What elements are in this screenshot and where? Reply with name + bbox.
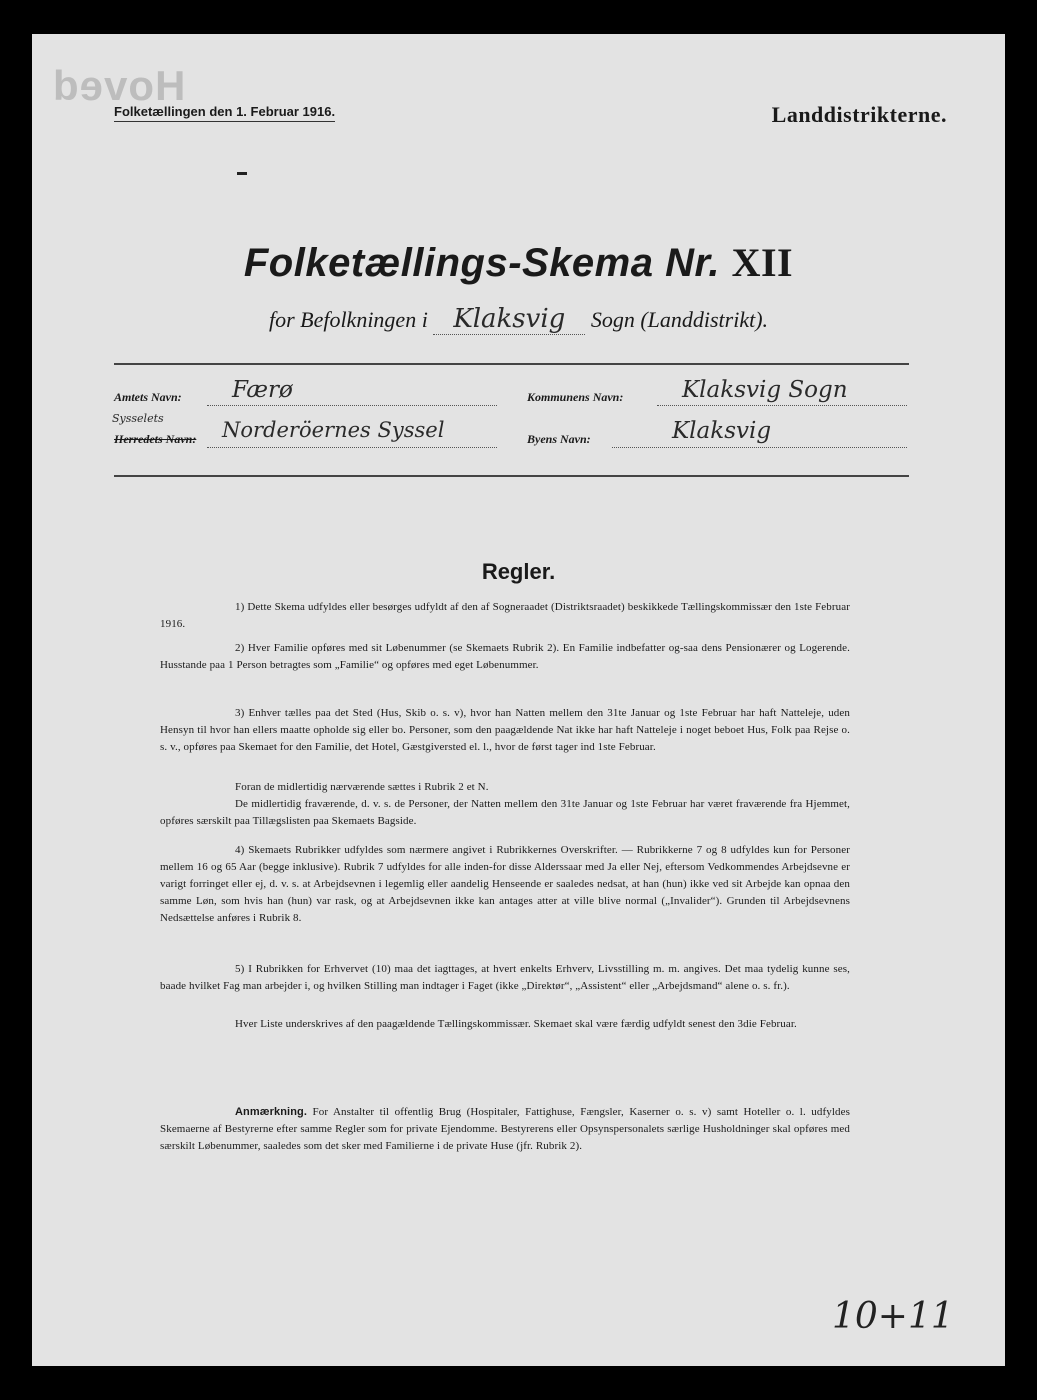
by-value: Klaksvig (672, 418, 772, 444)
kommune-value: Klaksvig Sogn (682, 377, 848, 403)
form-subtitle (32, 304, 1005, 335)
herred-label-correction: Sysselets (112, 412, 164, 425)
form-title (32, 239, 1005, 286)
rule-paragraph-3-note: Foran de midlertidig nærværende sættes i Rubrik 2 et N. (235, 781, 489, 793)
annotation-paragraph (160, 1104, 850, 1155)
rule-paragraph-1: 1) Dette Skema udfyldes eller besørges udfyldt af den af Sogneraadet (Distriktsraadet) beskikkede Tællingskommissær den 1ste Februar 1916. (160, 601, 850, 630)
form-title-text: Folketællings-Skema Nr. (243, 241, 720, 285)
parish-name-handwritten: Klaksvig (433, 304, 585, 335)
kommune-line (657, 404, 907, 406)
faint-stamp: Hoved (52, 62, 186, 109)
handwritten-page-note: 10+11 (832, 1296, 954, 1337)
small-dash-mark (237, 172, 247, 175)
rule-paragraph-5: 5) I Rubrikken for Erhvervet (10) maa det iagttages, at hvert enkelts Erhverv, Livsstilling m. m. angives. Det maa tydelig kunne ses, baade hvilket Fag man arbejder i, og hvilken Stilling man indtager i Faget (ikke „Direktør“, „Assistent“ eller „Arbejdsmand“ alene o. s. fr.). (160, 963, 850, 992)
kommune-label: Kommunens Navn: (527, 390, 624, 404)
district-type-header: Landdistrikterne. (771, 102, 947, 127)
rule-paragraph-signature: Hver Liste underskrives af den paagældende Tællingskommissær. Skemaet skal være færdig udfyldt senest den 3die Februar. (235, 1018, 797, 1030)
herred-label-text: Herredets Navn: (114, 432, 197, 446)
rule-paragraph-4: 4) Skemaets Rubrikker udfyldes som nærmere angivet i Rubrikkernes Overskrifter. — Rubrikkerne 7 og 8 udfyldes kun for Personer mellem 16 og 65 Aar (begge inklusive). Rubrik 7 udfyldes for alle inden-for disse Alderssaar med Ja eller Nej, eftersom Vedkommendes Arbejdsevne er varigt forringet eller ej, d. v. s. at Arbejdsevnen i legemlig eller aandelig Henseende er saaledes nedsat, at han (hun) ikke ved sit Arbejde kan opnaa den samme Løn, som hvis han (hun) var rask, og at Arbejdsevnen ikke kan antages atter at ville blive normal („Invalider“). Grunden til Arbejdsevnens Nedsættelse anføres i Rubrik 8. (160, 844, 850, 924)
rule-paragraph-3: 3) Enhver tælles paa det Sted (Hus, Skib o. s. v), hvor han Natten mellem den 31te Januar og 1ste Februar har haft Natteleje, uden Hensyn til hvor han ellers maatte opholde sig eller bo. Personer, som den paagældende Nat ikke har haft Natteleje i noget beboet Hus, Folk paa Rejse o. s. v., opføres paa Skemaet for den Familie, det Hotel, Gæstgiversted el. l., hvor de først tager ind 1ste Februar. (160, 707, 850, 753)
rules-heading: Regler. (481, 559, 556, 584)
annotation-text: For Anstalter til offentlig Brug (Hospitaler, Fattighuse, Fængsler, Kaserner o. s. v) samt Hoteller o. l. udfyldes Skemaerne af Bestyrerne efter samme Regler som for private Ejendomme. Bestyrerens eller Opsynspersonalets særlige Husholdninger skal opføres med særskilt Løbenummer, saaledes som det sker med Familierne i de private Huse (jfr. Rubrik 2). (160, 1106, 850, 1152)
rule-paragraph-2: 2) Hver Familie opføres med sit Løbenummer (se Skemaets Rubrik 2). En Familie indbefatter og-saa dens Pensionærer og Logerende. Husstande paa 1 Person betragtes som „Familie“ og opføres med eget Løbenummer. (160, 642, 850, 671)
herred-value: Norderöernes Syssel (222, 418, 445, 442)
amt-line (207, 404, 497, 406)
subtitle-before: for Befolkningen i (268, 307, 428, 332)
census-form-page (32, 34, 1005, 1366)
divider-bottom (114, 475, 909, 477)
annotation-label: Anmærkning. (235, 1106, 307, 1118)
by-line (612, 446, 907, 448)
census-date-header: Folketællingen den 1. Februar 1916. (114, 104, 335, 122)
herred-line (207, 446, 497, 448)
herred-label (114, 432, 196, 447)
rule-paragraph-3-absent: De midlertidig fraværende, d. v. s. de Personer, der Natten mellem den 31te Januar og 1ste Februar har været fraværende fra Hjemmet, opføres særskilt paa Tillægslisten paa Skemaets Bagside. (160, 798, 850, 827)
amt-label: Amtets Navn: (114, 390, 182, 404)
divider-top (114, 363, 909, 365)
amt-value: Færø (232, 377, 293, 403)
by-label: Byens Navn: (527, 432, 591, 446)
form-number: XII (731, 240, 794, 285)
subtitle-after: Sogn (Landdistrikt). (590, 307, 769, 332)
